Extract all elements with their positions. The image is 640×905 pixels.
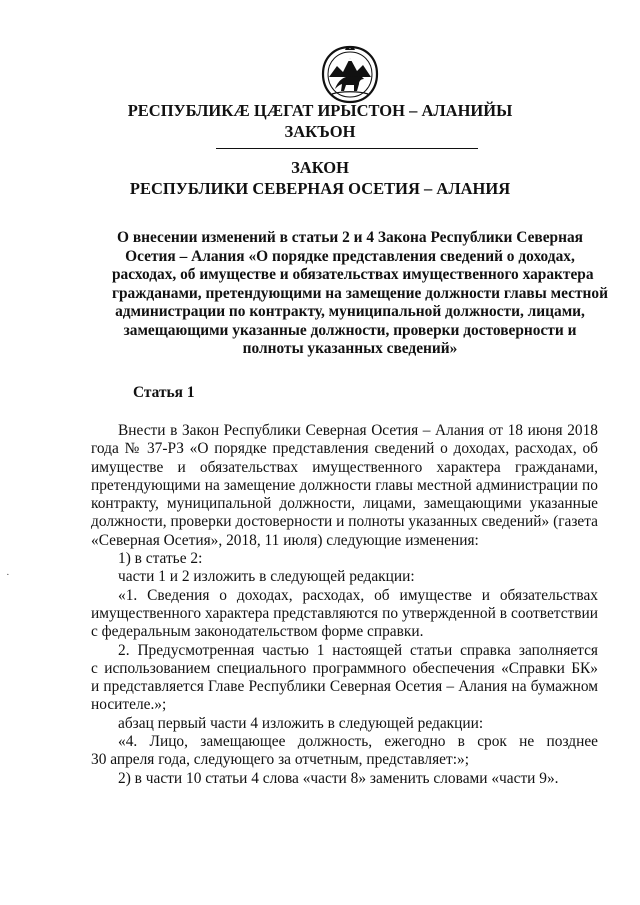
body-line: 1) в статье 2: [118, 550, 203, 568]
subject-line: администрации по контракту, муниципальной должности, лицами, [115, 303, 585, 320]
ossetian-law-title: ЗАКЪОН [284, 122, 356, 141]
subject-line: полноты указанных сведений» [242, 340, 458, 357]
body-line: Внести в Закон Республики Северная Осетия – Алания от 18 июня 2018 [118, 422, 598, 439]
body-line: и представляется Главе Республики Северная Осетия – Алания на бумажном [91, 678, 598, 696]
body-line: с использованием специального программного обеспечения «Справки БК» [91, 659, 598, 677]
body-line: 2. Предусмотренная частью 1 настоящей статьи справка заполняется [118, 641, 598, 659]
body-line: контракту, муниципальной должности, лицами, замещающими указанные [91, 495, 598, 513]
body-line: претендующими на замещение должности главы местной администрации по [91, 476, 598, 494]
subject-line: О внесении изменений в статьи 2 и 4 Закона Республики Северная [117, 229, 583, 246]
scan-speck: · [6, 569, 10, 581]
ossetian-republic-title: РЕСПУБЛИКÆ ЦÆГАТ ИРЫСТОН – АЛАНИЙЫ [127, 101, 513, 120]
subject-line: гражданами, претендующими на замещение должности главы местной [112, 284, 608, 302]
body-line: 2) в части 10 статьи 4 слова «части 8» заменить словами «части 9». [118, 769, 559, 787]
body-line: имущественного характера представляются по утвержденной в соответствии [91, 604, 598, 622]
body-line: имуществе и обязательствах имущественного характера гражданами, [91, 458, 598, 476]
body-line: с федеральным законодательством форме справки. [91, 623, 424, 641]
law-title: ЗАКОН [291, 158, 349, 177]
article-1-body [91, 422, 598, 788]
article-1-heading: Статья 1 [133, 384, 195, 401]
body-line: 30 апреля года, следующего за отчетным, представляет:»; [91, 751, 469, 769]
body-line: носителе.»; [91, 696, 167, 714]
body-line: года № 37-РЗ «О порядке представления сведений о доходах, расходах, об [91, 440, 598, 458]
coat-of-arms-emblem-icon [319, 44, 381, 106]
body-line: «Северная Осетия», 2018, 11 июля) следующие изменения: [91, 531, 479, 549]
body-line: «4. Лицо, замещающее должность, ежегодно в срок не позднее [118, 733, 598, 751]
header-divider [216, 148, 478, 149]
subject-line: замещающими указанные должности, проверки достоверности и [123, 321, 577, 339]
subject-line: расходах, об имуществе и обязательствах имущественного характера [112, 266, 594, 283]
body-line: должности, проверки достоверности и полноты указанных сведений» (газета [91, 513, 598, 531]
body-line: абзац первый части 4 изложить в следующей редакции: [118, 714, 484, 732]
republic-title: РЕСПУБЛИКИ СЕВЕРНАЯ ОСЕТИЯ – АЛАНИЯ [129, 179, 511, 198]
body-line: «1. Сведения о доходах, расходах, об имуществе и обязательствах [118, 586, 598, 604]
body-line: части 1 и 2 изложить в следующей редакции: [118, 568, 415, 586]
subject-line: Осетия – Алания «О порядке представления сведений о доходах, [125, 247, 575, 265]
law-subject-heading [112, 229, 608, 359]
